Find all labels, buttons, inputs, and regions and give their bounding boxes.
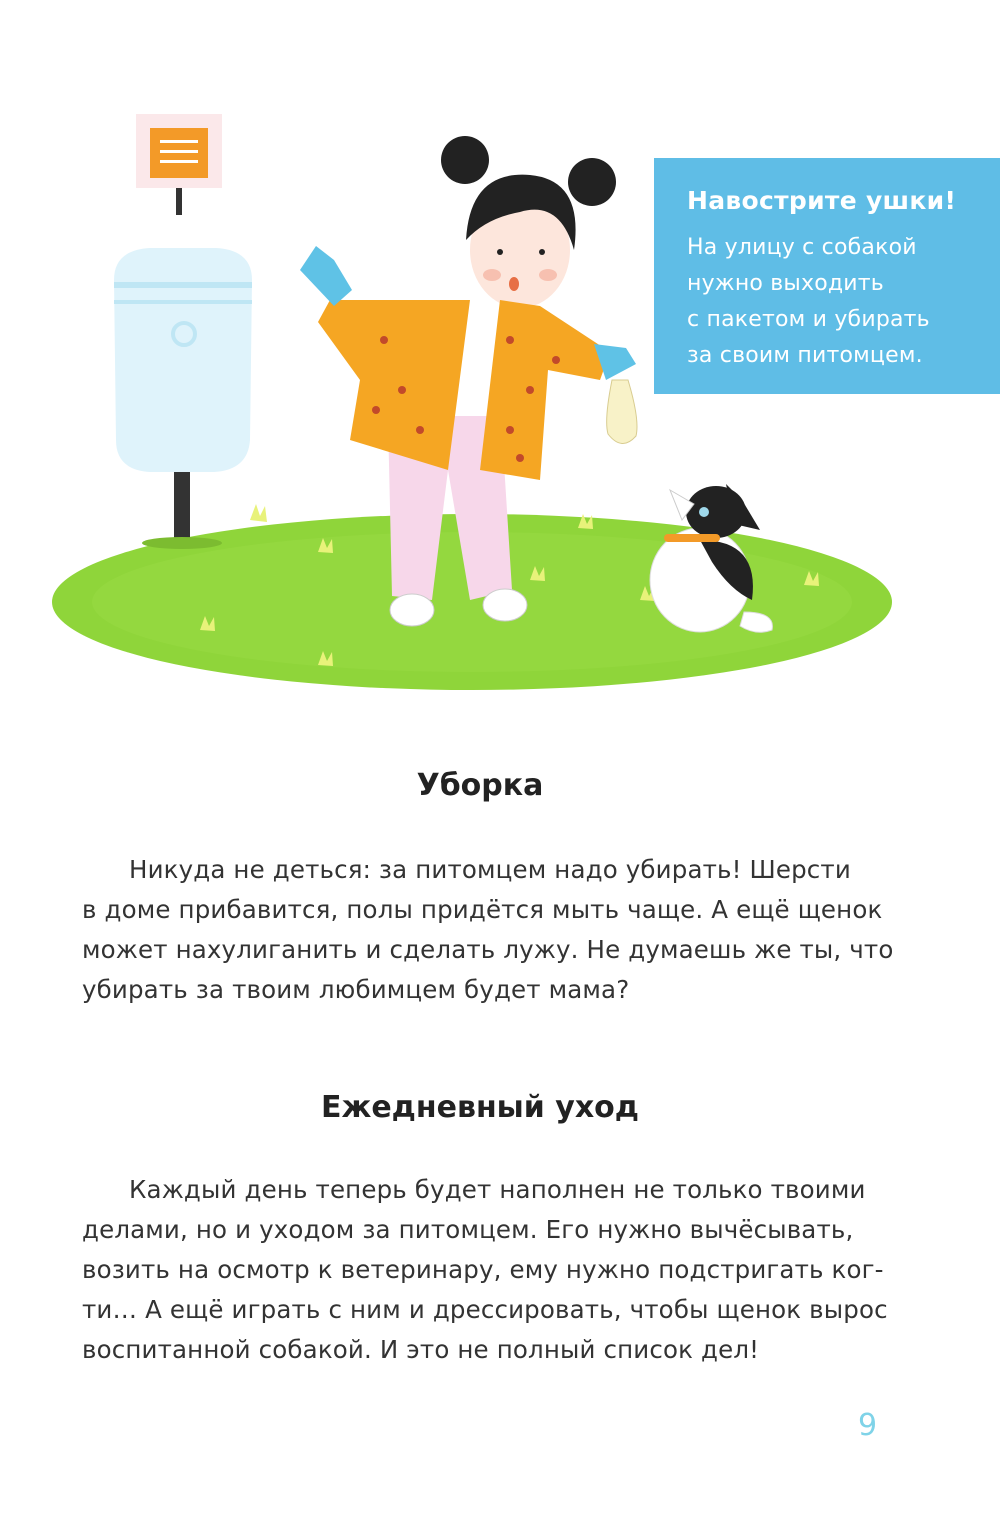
- tip-line: за своим питомцем.: [687, 343, 923, 368]
- section-heading-cleaning: Уборка: [416, 768, 544, 803]
- tip-line: нужно выходить: [687, 271, 884, 296]
- tip-text: [687, 230, 980, 374]
- text-line: ти… А ещё играть с ним и дрессировать, чтобы щенок вырос: [82, 1295, 888, 1324]
- text-line: воспитанной собакой. И это не полный список дел!: [82, 1335, 760, 1364]
- text-line: делами, но и уходом за питомцем. Его нужно вычёсывать,: [82, 1215, 854, 1244]
- text-line: в доме прибавится, полы придётся мыть чаще. А ещё щенок: [82, 895, 883, 924]
- tip-box: [654, 158, 1000, 394]
- section-text-daily-care: [82, 1170, 888, 1370]
- trash-bin-icon: [114, 248, 252, 549]
- tip-line: с пакетом и убирать: [687, 307, 930, 332]
- tip-title: Навострите ушки!: [687, 186, 957, 215]
- tip-line: На улицу с собакой: [687, 235, 917, 260]
- text-line: Каждый день теперь будет наполнен не только твоими: [129, 1175, 866, 1204]
- text-line: Никуда не деться: за питомцем надо убирать! Шерсти: [129, 855, 851, 884]
- section-heading-daily-care: Ежедневный уход: [320, 1090, 640, 1125]
- section-text-cleaning: [82, 850, 894, 1010]
- sign-icon: [136, 114, 222, 215]
- page-number: 9: [858, 1408, 878, 1443]
- text-line: может нахулиганить и сделать лужу. Не думаешь же ты, что: [82, 935, 894, 964]
- text-line: убирать за твоим любимцем будет мама?: [82, 975, 630, 1004]
- text-line: возить на осмотр к ветеринару, ему нужно подстригать ког-: [82, 1255, 884, 1284]
